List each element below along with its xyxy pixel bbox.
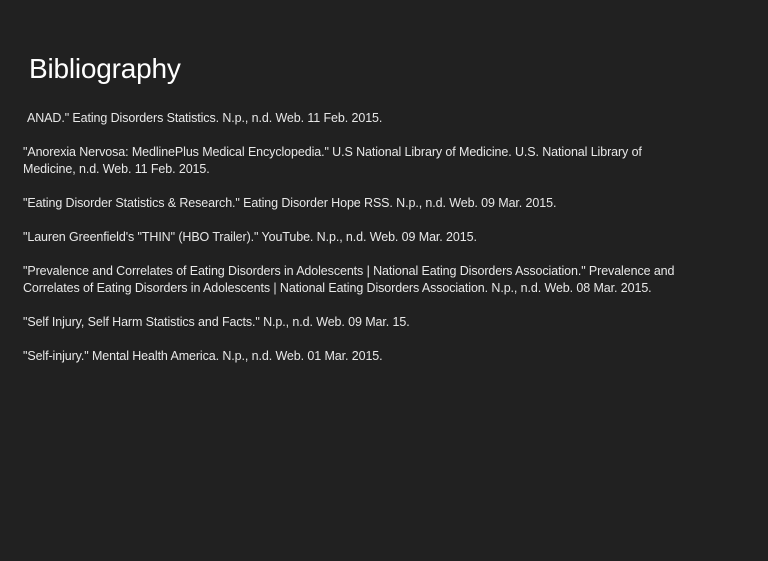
reference-list [23, 110, 683, 382]
reference-item: ANAD." Eating Disorders Statistics. N.p., n.d. Web. 11 Feb. 2015. [27, 111, 383, 125]
reference-item: "Self Injury, Self Harm Statistics and Facts." N.p., n.d. Web. 09 Mar. 15. [23, 315, 410, 329]
reference-item: "Self-injury." Mental Health America. N.p., n.d. Web. 01 Mar. 2015. [23, 349, 383, 363]
reference-item: "Lauren Greenfield's "THIN" (HBO Trailer)." YouTube. N.p., n.d. Web. 09 Mar. 2015. [23, 230, 477, 244]
reference-item: "Anorexia Nervosa: MedlinePlus Medical Encyclopedia." U.S National Library of Medicine. U.S. National Library of Medicine, n.d. Web. 11 Feb. 2015. [23, 145, 642, 176]
reference-item: "Prevalence and Correlates of Eating Disorders in Adolescents | National Eating Disorders Association." Prevalence and Correlates of Eating Disorders in Adolescents | National Eating Disorders Association. N.p., n.d. Web. 08 Mar. 2015. [23, 264, 675, 295]
slide-title: Bibliography [29, 53, 181, 84]
reference-item: "Eating Disorder Statistics & Research." Eating Disorder Hope RSS. N.p., n.d. Web. 09 Mar. 2015. [23, 196, 557, 210]
